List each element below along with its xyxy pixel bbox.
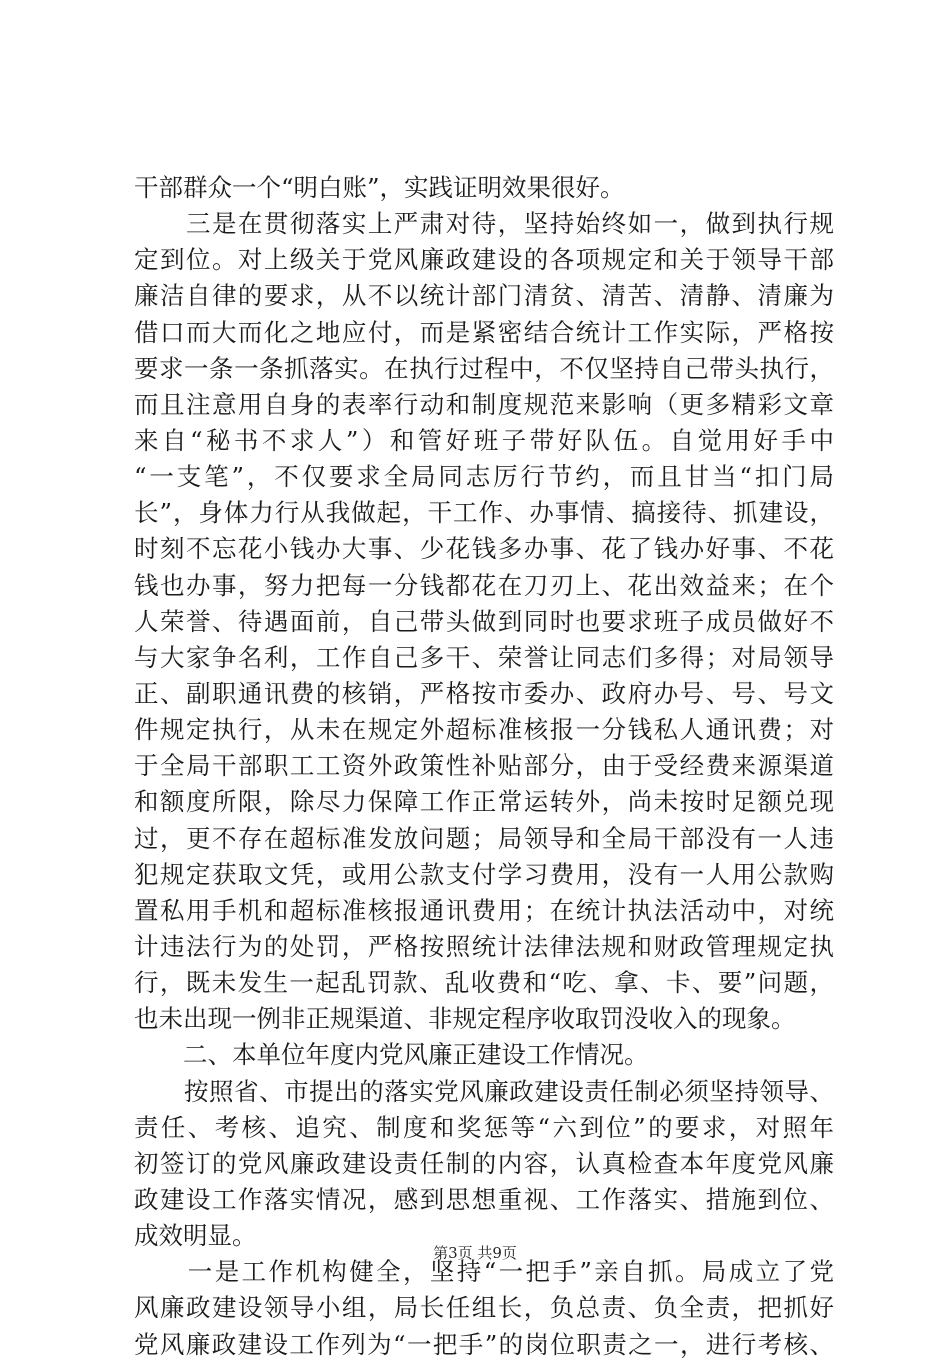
text-line: 廉洁自律的要求，从不以统计部门清贫、清苦、清静、清廉为 (134, 281, 834, 311)
text-line: 也未出现一例非正规渠道、非规定程序收取罚没收入的现象。 (134, 1004, 796, 1034)
text-line: 初签订的党风廉政建设责任制的内容，认真检查本年度党风廉 (134, 1148, 834, 1178)
document-body (134, 170, 834, 1363)
text-line: 责任、考核、追究、制度和奖惩等“六到位”的要求，对照年 (134, 1112, 834, 1142)
text-line: 与大家争名利，工作自己多干、荣誉让同志们多得；对局领导 (134, 642, 834, 672)
text-line: 一是工作机构健全，坚持“一把手”亲自抓。局成立了党 (134, 1257, 834, 1287)
text-line: 犯规定获取文凭，或用公款支付学习费用，没有一人用公款购 (134, 859, 834, 889)
text-line: 定到位。对上级关于党风廉政建设的各项规定和关于领导干部 (134, 245, 834, 275)
text-line: 借口而大而化之地应付，而是紧密结合统计工作实际，严格按 (134, 317, 834, 347)
text-line: 过，更不存在超标准发放问题；局领导和全局干部没有一人违 (134, 823, 834, 853)
text-line: 计违法行为的处罚，严格按照统计法律法规和财政管理规定执 (134, 931, 834, 961)
text-line: 于全局干部职工工资外政策性补贴部分，由于受经费来源渠道 (134, 751, 834, 781)
text-line: 钱也办事，努力把每一分钱都花在刀刃上、花出效益来；在个 (134, 570, 834, 600)
text-line: 正、副职通讯费的核销，严格按市委办、政府办号、号、号文 (134, 678, 834, 708)
text-line: 和额度所限，除尽力保障工作正常运转外，尚未按时足额兑现 (134, 787, 834, 817)
text-line: 政建设工作落实情况，感到思想重视、工作落实、措施到位、 (134, 1184, 834, 1214)
text-line: “一支笔”，不仅要求全局同志厉行节约，而且甘当“扣门局 (134, 462, 834, 492)
text-line: 长”，身体力行从我做起，干工作、办事情、搞接待、抓建设， (134, 498, 834, 528)
text-line: 件规定执行，从未在规定外超标准核报一分钱私人通讯费；对 (134, 715, 834, 745)
text-line: 而且注意用自身的表率行动和制度规范来影响（更多精彩文章 (134, 389, 834, 419)
text-line: 要求一条一条抓落实。在执行过程中，不仅坚持自己带头执行， (134, 353, 834, 383)
text-line: 成效明显。 (134, 1221, 257, 1251)
text-line: 置私用手机和超标准核报通讯费用；在统计执法活动中，对统 (134, 895, 834, 925)
text-line: 按照省、市提出的落实党风廉政建设责任制必须坚持领导、 (134, 1076, 834, 1106)
text-line: 人荣誉、待遇面前，自己带头做到同时也要求班子成员做好不 (134, 606, 834, 636)
text-line: 时刻不忘花小钱办大事、少花钱多办事、花了钱办好事、不花 (134, 534, 834, 564)
page-footer: 第3页 共9页 (433, 1244, 517, 1262)
text-line: 党风廉政建设工作列为“一把手”的岗位职责之一，进行考核、 (134, 1329, 834, 1359)
text-line: 二、本单位年度内党风廉正建设工作情况。 (134, 1040, 649, 1070)
text-line: 三是在贯彻落实上严肃对待，坚持始终如一，做到执行规 (134, 209, 834, 239)
text-line: 风廉政建设领导小组，局长任组长，负总责、负全责，把抓好 (134, 1293, 834, 1323)
text-line: 干部群众一个“明白账”，实践证明效果很好。 (134, 173, 625, 202)
text-line: 行，既未发生一起乱罚款、乱收费和“吃、拿、卡、要”问题， (134, 968, 834, 998)
text-line: 来自“秘书不求人”）和管好班子带好队伍。自觉用好手中 (134, 425, 834, 455)
